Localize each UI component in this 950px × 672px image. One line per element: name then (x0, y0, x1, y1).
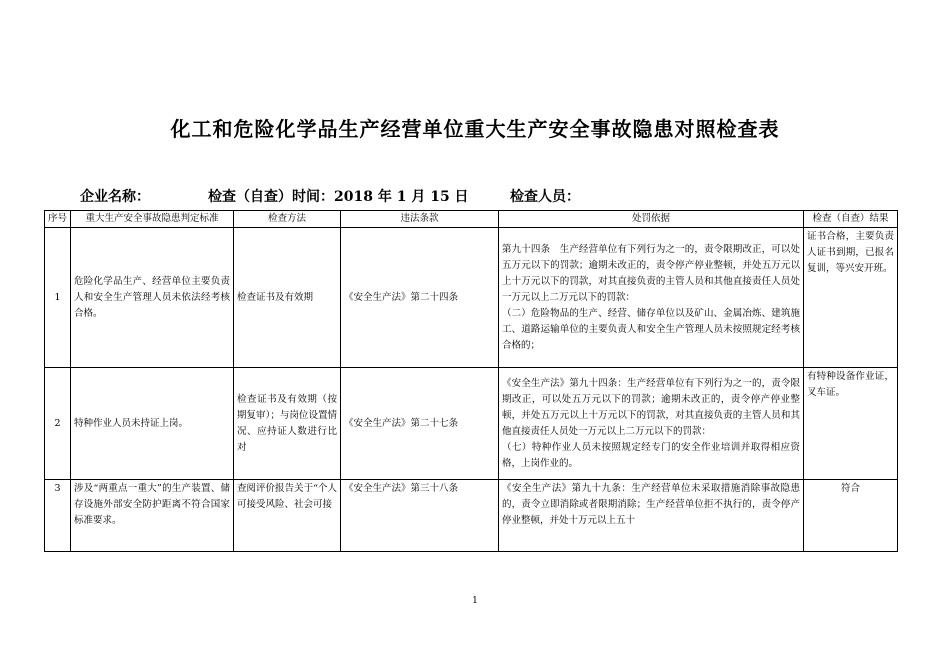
basis-paragraph: （二）危险物品的生产、经营、储存单位以及矿山、金属冶炼、建筑施工、道路运输单位的主要负责人和安全生产管理人员未按照规定经考核合格的； (502, 307, 800, 351)
row-number: 1 (45, 228, 71, 368)
inspection-table (44, 210, 898, 552)
row-result: 证书合格，主要负责人证书到期，已报名复训，等兴安开班。 (804, 228, 898, 368)
row-result: 有特种设备作业证，叉车证。 (804, 368, 898, 480)
table-header-row (45, 211, 898, 228)
row-standard: 危险化学品生产、经营单位主要负责人和安全生产管理人员未依法经考核合格。 (71, 228, 234, 368)
page-number: 1 (472, 596, 478, 606)
row-clause: 《安全生产法》第二十四条 (341, 228, 499, 368)
row-clause: 《安全生产法》第二十七条 (341, 368, 499, 480)
inspection-time-label: 检查（自查）时间：2018 年 1 月 15 日 (208, 189, 469, 205)
company-name-label: 企业名称： (80, 189, 150, 205)
header-no: 序号 (45, 211, 71, 228)
row-method: 查阅评价报告关于“个人可接受风险、社会可接 (234, 480, 341, 552)
row-number: 3 (45, 480, 71, 552)
row-basis (499, 480, 804, 552)
header-standard: 重大生产安全事故隐患判定标准 (71, 211, 234, 228)
row-standard: 特种作业人员未持证上岗。 (71, 368, 234, 480)
row-basis (499, 228, 804, 368)
row-basis (499, 368, 804, 480)
row-method: 检查证书及有效期（按期复审）；与岗位设置情况、应持证人数进行比对 (234, 368, 341, 480)
basis-paragraph: 《安全生产法》第九十九条：生产经营单位未采取措施消除事故隐患的，责令立即消除或者限期消除；生产经营单位拒不执行的，责令停产停业整顿，并处十万元以上五十 (502, 483, 800, 526)
row-number: 2 (45, 368, 71, 480)
header-clause: 违法条款 (341, 211, 499, 228)
basis-paragraph: 第九十四条 生产经营单位有下列行为之一的，责令限期改正，可以处五万元以下的罚款；逾期未改正的，责令停产停业整顿，并处五万元以上十万元以下的罚款，对其直接负责的主管人员和其他直接责任人员处一万元以上二万元以下的罚款： (502, 243, 800, 303)
header-method: 检查方法 (234, 211, 341, 228)
basis-paragraph: 《安全生产法》第九十四条：生产经营单位有下列行为之一的，责令限期改正，可以处五万元以下的罚款；逾期未改正的，责令停产停业整顿，并处五万元以上十万元以下的罚款，对其直接负责的主管人员和其他直接责任人员处一万元以上二万元以下的罚款： (502, 377, 800, 437)
header-basis: 处罚依据 (499, 211, 804, 228)
basis-paragraph: （七）特种作业人员未按照规定经专门的安全作业培训并取得相应资格，上岗作业的。 (502, 441, 800, 469)
row-standard: 涉及“两重点一重大”的生产装置、储存设施外部安全防护距离不符合国家标准要求。 (71, 480, 234, 552)
row-clause: 《安全生产法》第三十八条 (341, 480, 499, 552)
inspector-label: 检查人员： (510, 189, 580, 205)
document-title: 化工和危险化学品生产经营单位重大生产安全事故隐患对照检查表 (170, 117, 780, 141)
row-result: 符合 (804, 480, 898, 552)
header-result: 检查（自查）结果 (804, 211, 898, 228)
row-method: 检查证书及有效期 (234, 228, 341, 368)
table-row (45, 480, 898, 552)
table-row (45, 228, 898, 368)
table-row (45, 368, 898, 480)
